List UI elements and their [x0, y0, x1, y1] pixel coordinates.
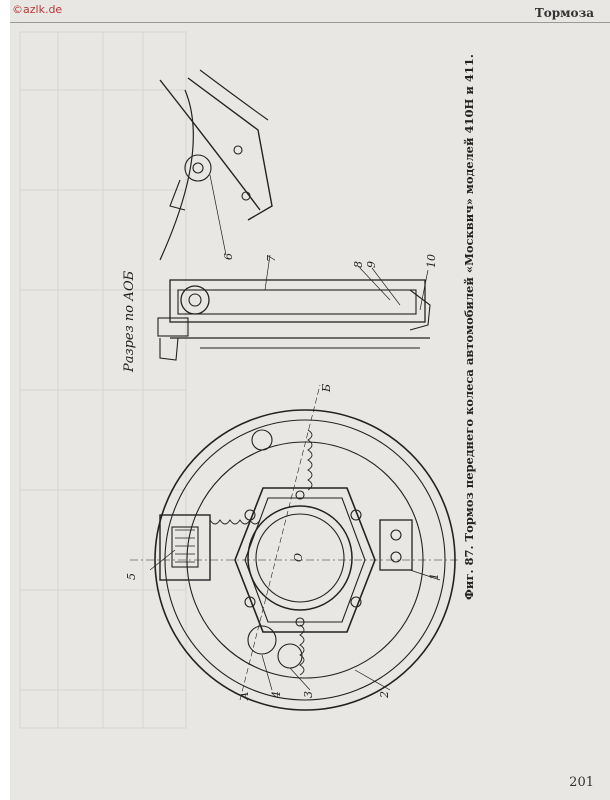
callout-4: 4 [270, 691, 283, 698]
callout-3: 3 [302, 691, 315, 698]
callout-10: 10 [425, 254, 438, 268]
axis-mark-a: А [238, 691, 251, 700]
callout-5: 5 [125, 573, 138, 580]
callout-6: 6 [222, 253, 235, 260]
page-number: 201 [569, 775, 594, 790]
book-page [10, 0, 610, 800]
callout-7: 7 [265, 255, 278, 262]
running-header: Тормоза [534, 6, 594, 20]
callout-2: 2 [378, 691, 391, 698]
axis-mark-o: О [292, 552, 305, 562]
brake-drawing [10, 0, 610, 800]
figure-caption: Фиг. 87. Тормоз переднего колеса автомобилей «Москвич» моделей 410Н и 411. [462, 54, 476, 600]
callout-1: 1 [428, 573, 441, 580]
axis-mark-b: Б [320, 383, 333, 392]
callout-8: 8 [352, 261, 365, 268]
callout-9: 9 [365, 261, 378, 268]
watermark: ©azlk.de [12, 3, 63, 16]
section-label: Разрез по АОБ [122, 270, 137, 372]
